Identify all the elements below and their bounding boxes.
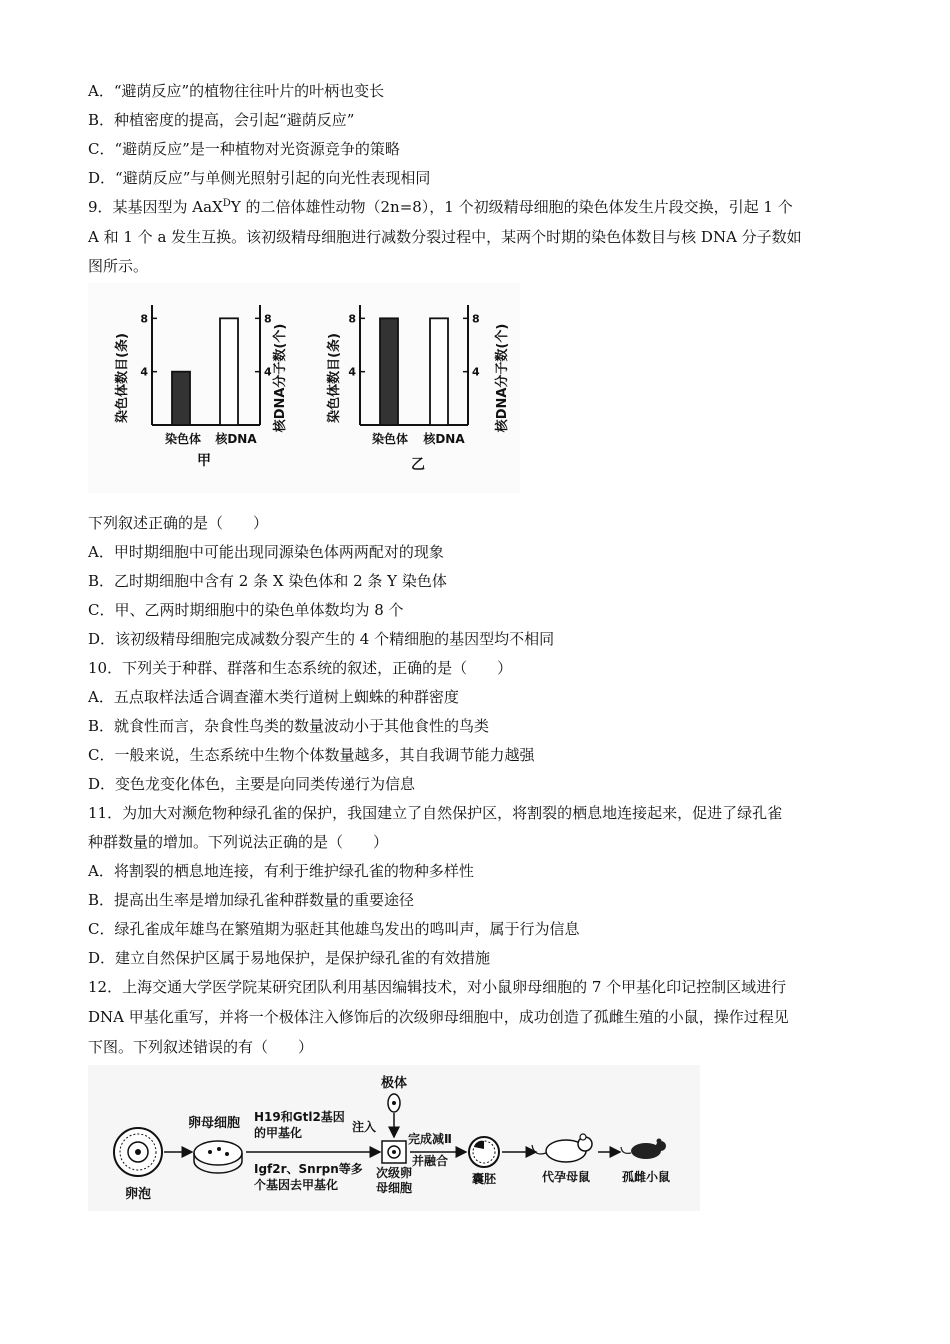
- q12-stem-line1: 12．上海交通大学医学院某研究团队利用基因编辑技术，对小鼠卵母细胞的 7 个甲基化印记控制区域进行: [88, 978, 787, 996]
- chart-jia-ylabel-left: 染色体数目(条): [115, 333, 130, 423]
- q9-option-b: B．乙时期细胞中含有 2 条 X 染色体和 2 条 Y 染色体: [88, 572, 447, 590]
- label-oocyte: 卵母细胞: [188, 1116, 241, 1131]
- q8-option-b: B．种植密度的提高，会引起“避荫反应”: [88, 111, 355, 129]
- secondary-oocyte-icon: [382, 1141, 406, 1163]
- q11-option-b: B．提高出生率是增加绿孔雀种群数量的重要途径: [88, 891, 415, 909]
- chart-jia-bar-1: [220, 318, 238, 425]
- label-follicle: 卵泡: [124, 1187, 152, 1202]
- blastocyst-icon: [469, 1137, 499, 1167]
- polar-body-icon: [388, 1094, 400, 1112]
- q12-process-diagram: [88, 1065, 700, 1211]
- chart-jia-ticklabel-left-1: 8: [140, 312, 148, 326]
- q9-stem-line1: [88, 196, 868, 218]
- chart-yi-bar-1: [430, 318, 448, 425]
- chart-yi-ticklabel-left-0: 4: [348, 365, 356, 379]
- offspring-mouse-icon: [621, 1139, 666, 1160]
- follicle-icon: [114, 1128, 162, 1176]
- label-methylation-1: H19和Gtl2基因: [254, 1110, 345, 1124]
- q11-option-a: A．将割裂的栖息地连接，有利于维护绿孔雀的物种多样性: [88, 862, 474, 880]
- q9-stem-line3: 图所示。: [88, 257, 149, 275]
- chart-jia-cat-0: 染色体: [164, 432, 202, 446]
- label-surrogate: 代孕母鼠: [541, 1170, 591, 1184]
- q10-option-d: D．变色龙变化体色，主要是向同类传递行为信息: [88, 775, 416, 793]
- chart-yi-bar-0: [380, 318, 398, 425]
- chart-yi-title: 乙: [411, 457, 425, 473]
- q10-option-c: C．一般来说，生态系统中生物个体数量越多，其自我调节能力越强: [88, 746, 535, 764]
- q9-option-d: D．该初级精母细胞完成减数分裂产生的 4 个精细胞的基因型均不相同: [88, 630, 555, 648]
- q11-stem-line1: 11．为加大对濒危物种绿孔雀的保护，我国建立了自然保护区，将割裂的栖息地连接起来，促进了绿孔雀: [88, 804, 783, 822]
- q9-stem-line2: A 和 1 个 a 发生互换。该初级精母细胞进行减数分裂过程中，某两个时期的染色体数目与核 DNA 分子数如: [88, 228, 802, 246]
- chart-jia-title: 甲: [197, 453, 211, 469]
- label-fuse: 并融合: [412, 1154, 449, 1168]
- label-offspring: 孤雌小鼠: [621, 1170, 671, 1184]
- label-blastocyst: 囊胚: [471, 1172, 497, 1186]
- q10-stem: 10．下列关于种群、群落和生态系统的叙述，正确的是（ ）: [88, 659, 513, 677]
- q8-option-a: A．“避荫反应”的植物往往叶片的叶柄也变长: [88, 82, 385, 100]
- chart-jia-ticklabel-left-0: 4: [140, 365, 148, 379]
- label-methylation-2: 的甲基化: [254, 1126, 303, 1140]
- chart-yi: [326, 305, 510, 473]
- label-complete-meiosis: 完成减Ⅱ: [408, 1132, 452, 1146]
- q12-stem-line3: 下图。下列叙述错误的有（ ）: [88, 1038, 314, 1056]
- chart-yi-ticklabel-right-0: 4: [472, 365, 480, 379]
- q9-charts-svg: [88, 283, 520, 493]
- chart-jia-ylabel-right: 核DNA分子数(个): [273, 323, 288, 433]
- chart-jia: [114, 305, 288, 469]
- q8-option-d: D．“避荫反应”与单侧光照射引起的向光性表现相同: [88, 169, 431, 187]
- chart-jia-ticklabel-right-1: 8: [264, 312, 272, 326]
- q9-stem-post: Y 的二倍体雄性动物（2n=8），1 个初级精母细胞的染色体发生片段交换，引起 1 个: [230, 198, 793, 216]
- chart-yi-cat-0: 染色体: [371, 432, 409, 446]
- label-demethylation-2: 个基因去甲基化: [254, 1178, 339, 1192]
- q10-option-b: B．就食性而言，杂食性鸟类的数量波动小于其他食性的鸟类: [88, 717, 490, 735]
- q9-stem-pre: 9．某基因型为 AaX: [88, 198, 223, 216]
- q12-stem-line2: DNA 甲基化重写，并将一个极体注入修饰后的次级卵母细胞中，成功创造了孤雌生殖的小鼠，操作过程见: [88, 1008, 789, 1026]
- q9-bar-charts: [88, 283, 520, 493]
- q9-option-a: A．甲时期细胞中可能出现同源染色体两两配对的现象: [88, 543, 444, 561]
- label-inject: 注入: [351, 1120, 377, 1134]
- label-polar-body: 极体: [380, 1076, 408, 1091]
- chart-yi-ylabel-right: 核DNA分子数(个): [495, 323, 510, 433]
- q9-stem-sup: D: [222, 198, 231, 209]
- q11-option-c: C．绿孔雀成年雄鸟在繁殖期为驱赶其他雄鸟发出的鸣叫声，属于行为信息: [88, 920, 580, 938]
- chart-jia-cat-1: 核DNA: [215, 432, 257, 446]
- q11-stem-line2: 种群数量的增加。下列说法正确的是（ ）: [88, 833, 389, 851]
- surrogate-mouse-icon: [532, 1134, 592, 1162]
- q11-option-d: D．建立自然保护区属于易地保护，是保护绿孔雀的有效措施: [88, 949, 491, 967]
- q9-prompt: 下列叙述正确的是（ ）: [88, 514, 269, 532]
- label-secondary-oocyte-1: 次级卵: [375, 1166, 413, 1180]
- chart-jia-bar-0: [172, 372, 190, 425]
- chart-yi-cat-1: 核DNA: [423, 432, 465, 446]
- q9-option-c: C．甲、乙两时期细胞中的染色单体数均为 8 个: [88, 601, 404, 619]
- label-secondary-oocyte-2: 母细胞: [375, 1181, 413, 1195]
- chart-jia-ticklabel-right-0: 4: [264, 365, 272, 379]
- q12-process-svg: [88, 1065, 700, 1211]
- chart-yi-ticklabel-left-1: 8: [348, 312, 356, 326]
- label-demethylation-1: Igf2r、Snrpn等多: [254, 1162, 363, 1176]
- chart-yi-ylabel-left: 染色体数目(条): [327, 333, 342, 423]
- q8-option-c: C．“避荫反应”是一种植物对光资源竞争的策略: [88, 140, 400, 158]
- chart-yi-ticklabel-right-1: 8: [472, 312, 480, 326]
- q10-option-a: A．五点取样法适合调查灌木类行道树上蜘蛛的种群密度: [88, 688, 459, 706]
- petri-dish-icon: [194, 1141, 242, 1173]
